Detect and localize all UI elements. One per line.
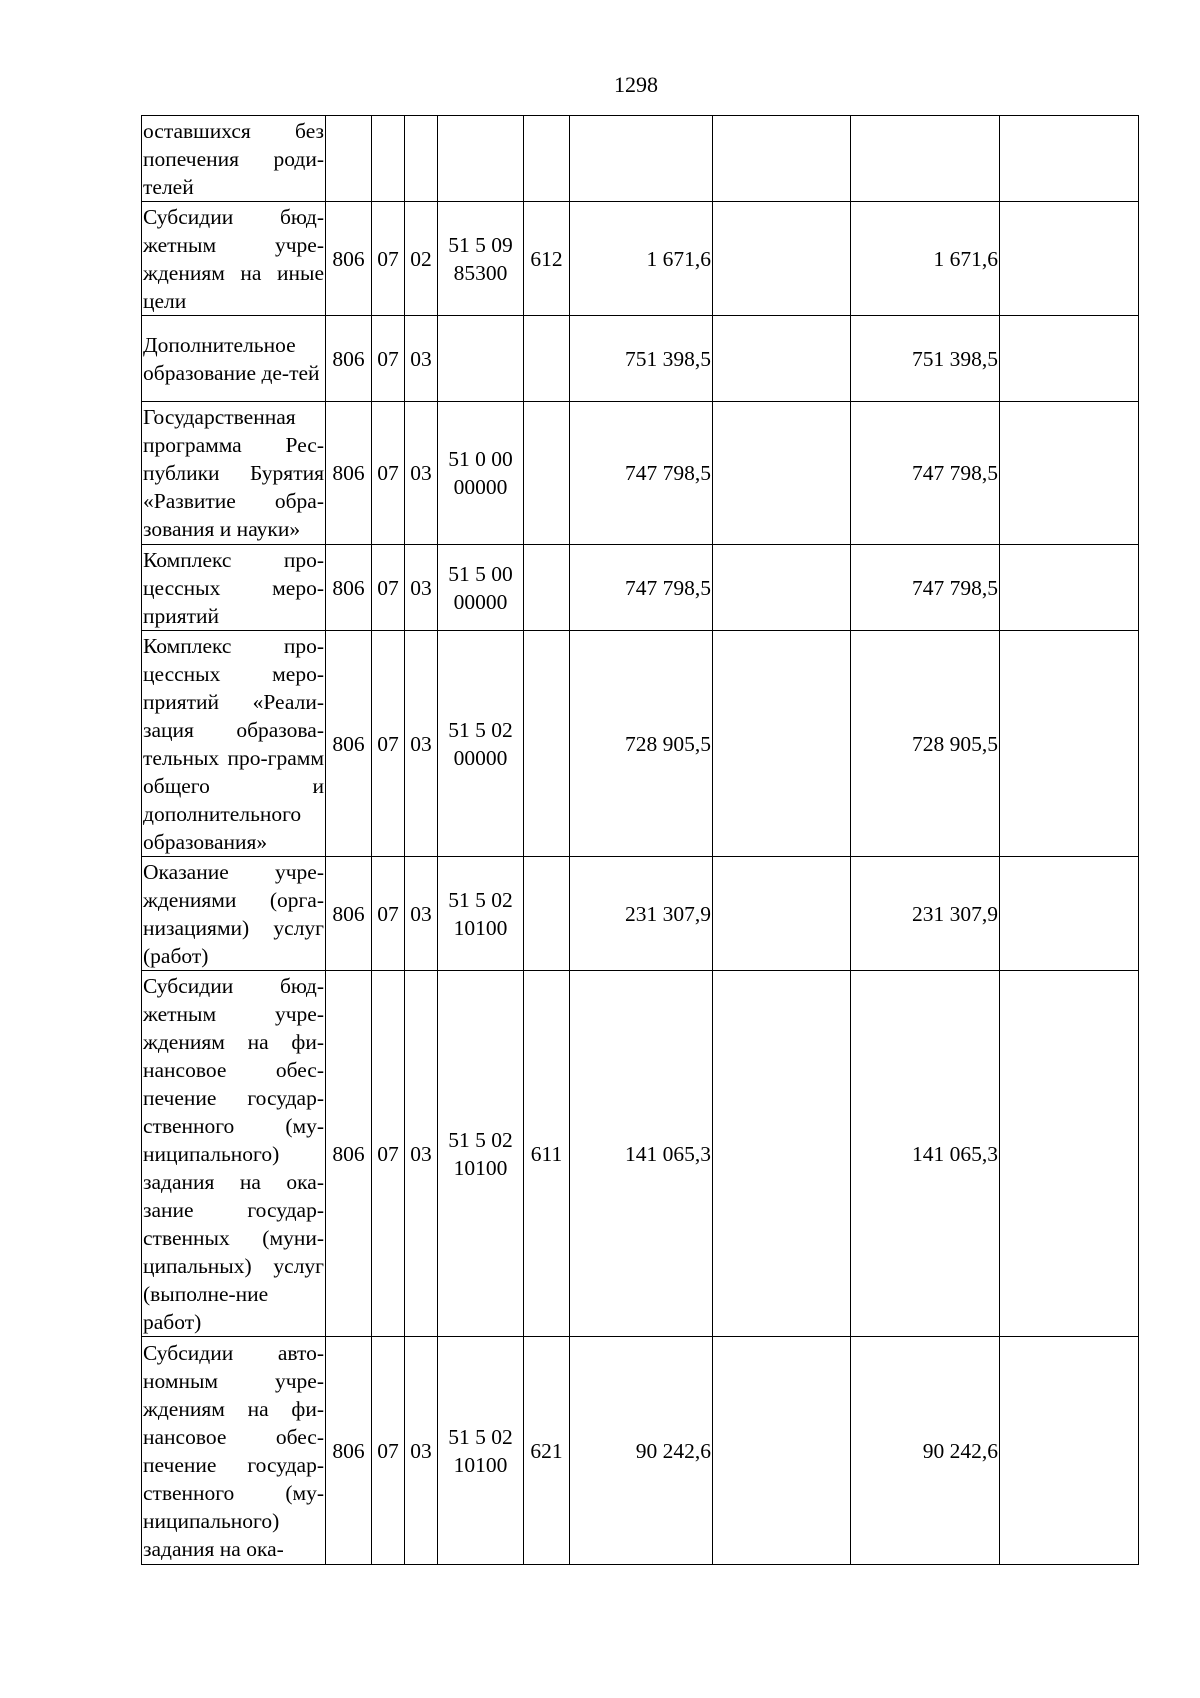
amount-col-2 <box>713 202 851 316</box>
grbs-code: 806 <box>326 1337 372 1565</box>
amount-col-4 <box>1000 116 1139 202</box>
subsection-code: 03 <box>405 971 438 1337</box>
section-code: 07 <box>372 857 405 971</box>
target-article-code: 51 5 09 85300 <box>438 202 524 316</box>
amount-total: 231 307,9 <box>570 857 713 971</box>
subsection-code: 03 <box>405 631 438 857</box>
expense-type-code <box>524 545 570 631</box>
item-name: Субсидии бюд-жетным учре-ждениям на фи-нансовое обес-печение государ-ственного (му-ниципального) задания на ока-зание государ-ственных (муни-ципальных) услуг (выполне-ние работ) <box>142 971 326 1337</box>
budget-table <box>141 115 1139 1565</box>
section-code: 07 <box>372 202 405 316</box>
section-code: 07 <box>372 1337 405 1565</box>
section-code: 07 <box>372 631 405 857</box>
amount-col-2 <box>713 1337 851 1565</box>
grbs-code: 806 <box>326 316 372 402</box>
amount-col-4 <box>1000 631 1139 857</box>
table-row <box>142 545 1139 631</box>
amount-total: 90 242,6 <box>570 1337 713 1565</box>
amount-col-4 <box>1000 402 1139 545</box>
target-article-code: 51 5 02 10100 <box>438 971 524 1337</box>
section-code: 07 <box>372 545 405 631</box>
target-article-code: 51 5 02 10100 <box>438 1337 524 1565</box>
amount-col-4 <box>1000 971 1139 1337</box>
section-code <box>372 116 405 202</box>
expense-type-code <box>524 316 570 402</box>
table-row <box>142 202 1139 316</box>
subsection-code: 03 <box>405 402 438 545</box>
target-article-code: 51 5 00 00000 <box>438 545 524 631</box>
amount-total: 747 798,5 <box>570 545 713 631</box>
amount-col-3 <box>851 116 1000 202</box>
expense-type-code: 611 <box>524 971 570 1337</box>
amount-col-4 <box>1000 202 1139 316</box>
subsection-code <box>405 116 438 202</box>
item-name: оставшихся без попечения роди-телей <box>142 116 326 202</box>
subsection-code: 03 <box>405 1337 438 1565</box>
expense-type-code <box>524 631 570 857</box>
amount-total: 728 905,5 <box>570 631 713 857</box>
subsection-code: 02 <box>405 202 438 316</box>
grbs-code: 806 <box>326 545 372 631</box>
section-code: 07 <box>372 402 405 545</box>
target-article-code: 51 5 02 10100 <box>438 857 524 971</box>
table-row <box>142 971 1139 1337</box>
page-number: 1298 <box>614 72 658 97</box>
amount-total: 747 798,5 <box>570 402 713 545</box>
expense-type-code <box>524 857 570 971</box>
target-article-code: 51 0 00 00000 <box>438 402 524 545</box>
grbs-code <box>326 116 372 202</box>
amount-col-3: 747 798,5 <box>851 402 1000 545</box>
table-row <box>142 316 1139 402</box>
target-article-code: 51 5 02 00000 <box>438 631 524 857</box>
table-row <box>142 402 1139 545</box>
amount-col-4 <box>1000 857 1139 971</box>
amount-col-2 <box>713 857 851 971</box>
expense-type-code <box>524 116 570 202</box>
amount-col-2 <box>713 631 851 857</box>
subsection-code: 03 <box>405 545 438 631</box>
amount-col-2 <box>713 316 851 402</box>
item-name: Комплекс про-цессных меро-приятий «Реали-зация образова-тельных про-грамм общего и дополнительного образования» <box>142 631 326 857</box>
expense-type-code: 612 <box>524 202 570 316</box>
amount-col-4 <box>1000 316 1139 402</box>
item-name: Дополнительное образование де-тей <box>142 316 326 402</box>
grbs-code: 806 <box>326 402 372 545</box>
item-name: Государственная программа Рес-публики Бурятия «Развитие обра-зования и науки» <box>142 402 326 545</box>
table-row <box>142 116 1139 202</box>
target-article-code <box>438 116 524 202</box>
amount-col-3: 751 398,5 <box>851 316 1000 402</box>
amount-col-4 <box>1000 1337 1139 1565</box>
section-code: 07 <box>372 316 405 402</box>
amount-col-3: 231 307,9 <box>851 857 1000 971</box>
section-code: 07 <box>372 971 405 1337</box>
amount-total: 141 065,3 <box>570 971 713 1337</box>
amount-col-3: 728 905,5 <box>851 631 1000 857</box>
amount-col-4 <box>1000 545 1139 631</box>
amount-total: 751 398,5 <box>570 316 713 402</box>
amount-col-2 <box>713 971 851 1337</box>
amount-col-3: 1 671,6 <box>851 202 1000 316</box>
item-name: Комплекс про-цессных меро-приятий <box>142 545 326 631</box>
target-article-code <box>438 316 524 402</box>
amount-total: 1 671,6 <box>570 202 713 316</box>
expense-type-code <box>524 402 570 545</box>
table-row <box>142 631 1139 857</box>
amount-col-2 <box>713 116 851 202</box>
amount-col-2 <box>713 402 851 545</box>
grbs-code: 806 <box>326 631 372 857</box>
subsection-code: 03 <box>405 316 438 402</box>
amount-col-3: 747 798,5 <box>851 545 1000 631</box>
amount-col-2 <box>713 545 851 631</box>
amount-col-3: 141 065,3 <box>851 971 1000 1337</box>
subsection-code: 03 <box>405 857 438 971</box>
item-name: Субсидии бюд-жетным учре-ждениям на иные цели <box>142 202 326 316</box>
table-row <box>142 857 1139 971</box>
grbs-code: 806 <box>326 202 372 316</box>
item-name: Оказание учре-ждениями (орга-низациями) услуг (работ) <box>142 857 326 971</box>
item-name: Субсидии авто-номным учре-ждениям на фи-нансовое обес-печение государ-ственного (му-ниципального) задания на ока- <box>142 1337 326 1565</box>
table-row <box>142 1337 1139 1565</box>
amount-total <box>570 116 713 202</box>
grbs-code: 806 <box>326 971 372 1337</box>
grbs-code: 806 <box>326 857 372 971</box>
amount-col-3: 90 242,6 <box>851 1337 1000 1565</box>
expense-type-code: 621 <box>524 1337 570 1565</box>
